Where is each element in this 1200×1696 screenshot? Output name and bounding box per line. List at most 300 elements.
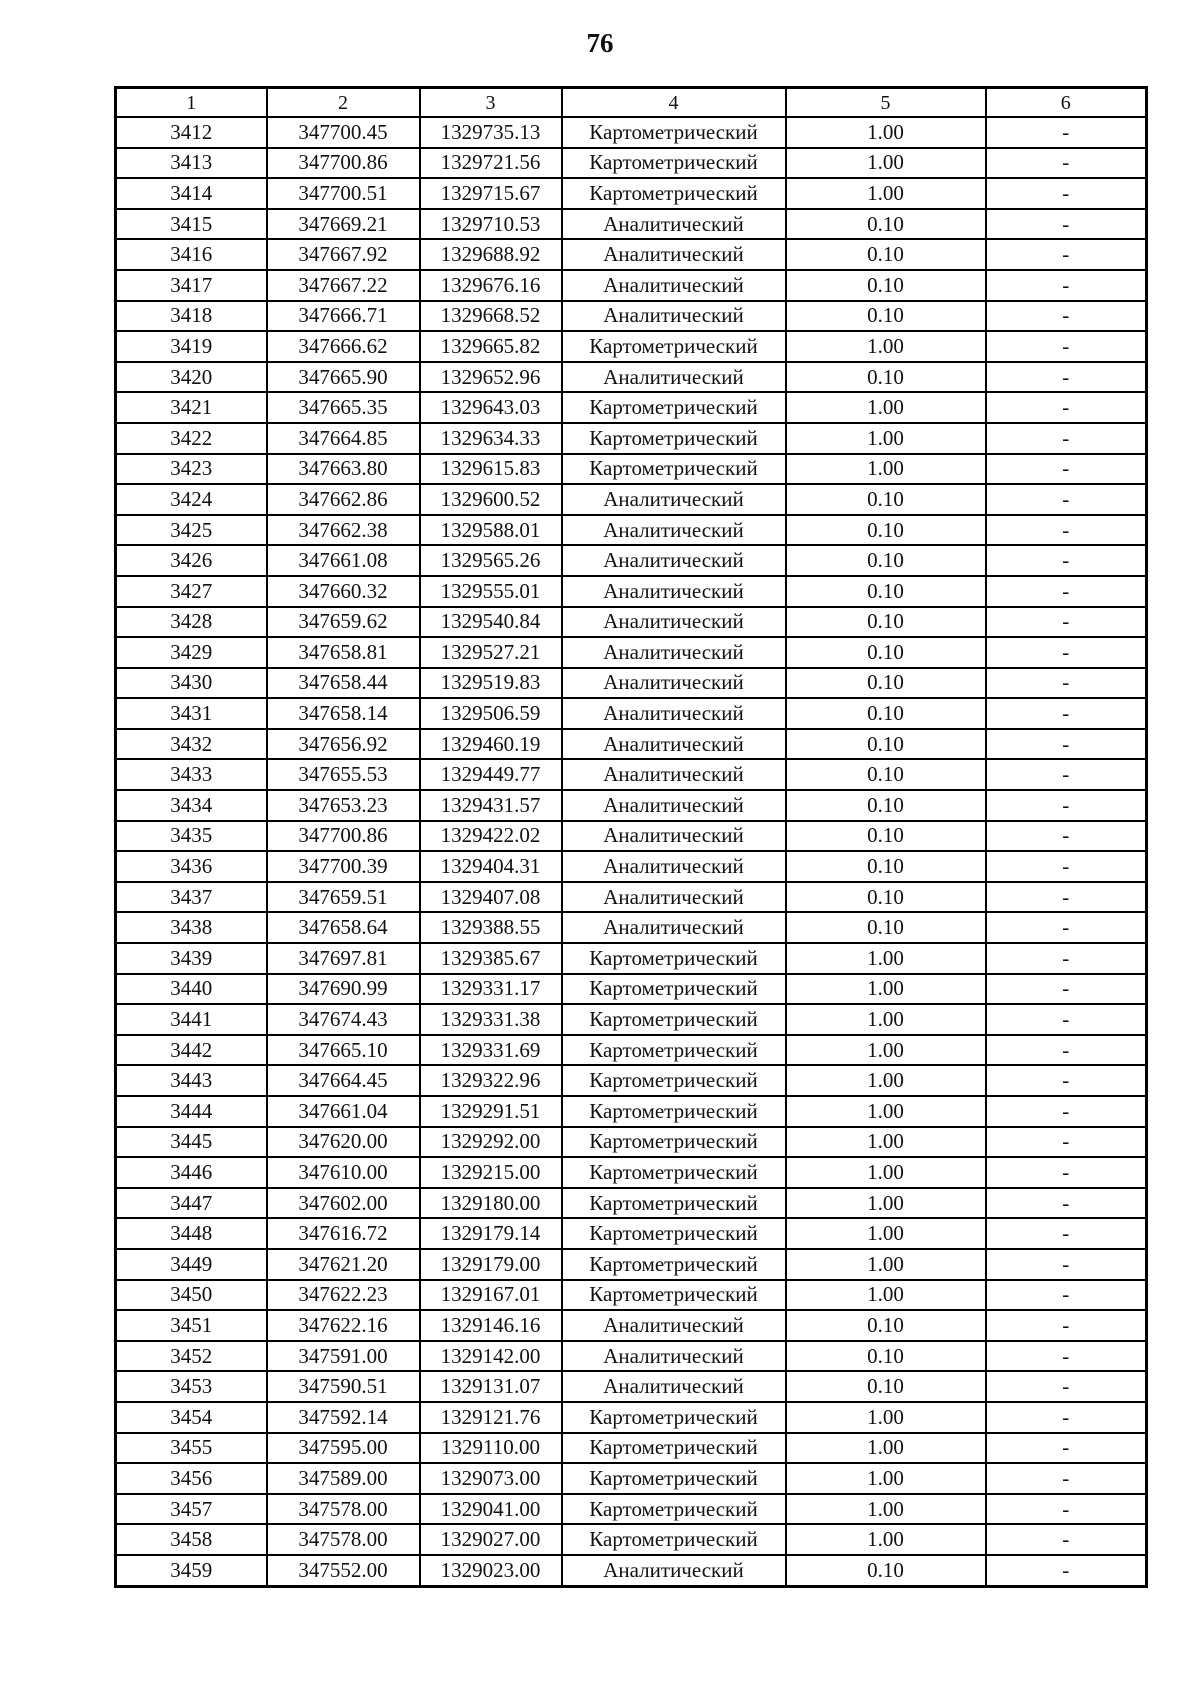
accuracy-cell: 1.00 — [786, 454, 986, 485]
y-coordinate-cell: 1329431.57 — [420, 790, 562, 821]
note-cell: - — [986, 974, 1147, 1005]
point-number-cell: 3439 — [116, 943, 267, 974]
x-coordinate-cell: 347656.92 — [267, 729, 420, 760]
accuracy-cell: 0.10 — [786, 882, 986, 913]
y-coordinate-cell: 1329073.00 — [420, 1463, 562, 1494]
accuracy-cell: 1.00 — [786, 178, 986, 209]
x-coordinate-cell: 347700.45 — [267, 117, 420, 148]
note-cell: - — [986, 362, 1147, 393]
x-coordinate-cell: 347666.62 — [267, 331, 420, 362]
accuracy-cell: 1.00 — [786, 1433, 986, 1464]
table-row — [116, 239, 1147, 270]
accuracy-cell: 0.10 — [786, 729, 986, 760]
note-cell: - — [986, 759, 1147, 790]
method-cell: Картометрический — [562, 1402, 786, 1433]
accuracy-cell: 0.10 — [786, 301, 986, 332]
y-coordinate-cell: 1329142.00 — [420, 1341, 562, 1372]
point-number-cell: 3451 — [116, 1310, 267, 1341]
x-coordinate-cell: 347700.39 — [267, 851, 420, 882]
header-row — [116, 88, 1147, 118]
y-coordinate-cell: 1329634.33 — [420, 423, 562, 454]
accuracy-cell: 1.00 — [786, 1249, 986, 1280]
method-cell: Картометрический — [562, 1157, 786, 1188]
point-number-cell: 3454 — [116, 1402, 267, 1433]
y-coordinate-cell: 1329527.21 — [420, 637, 562, 668]
x-coordinate-cell: 347661.04 — [267, 1096, 420, 1127]
table-row — [116, 117, 1147, 148]
accuracy-cell: 1.00 — [786, 1157, 986, 1188]
accuracy-cell: 0.10 — [786, 1310, 986, 1341]
method-cell: Аналитический — [562, 270, 786, 301]
method-cell: Картометрический — [562, 1096, 786, 1127]
method-cell: Аналитический — [562, 1555, 786, 1586]
table-row — [116, 1433, 1147, 1464]
accuracy-cell: 1.00 — [786, 1280, 986, 1311]
point-number-cell: 3448 — [116, 1218, 267, 1249]
x-coordinate-cell: 347591.00 — [267, 1341, 420, 1372]
table-row — [116, 1004, 1147, 1035]
method-cell: Аналитический — [562, 851, 786, 882]
y-coordinate-cell: 1329600.52 — [420, 484, 562, 515]
x-coordinate-cell: 347697.81 — [267, 943, 420, 974]
method-cell: Аналитический — [562, 239, 786, 270]
point-number-cell: 3423 — [116, 454, 267, 485]
y-coordinate-cell: 1329023.00 — [420, 1555, 562, 1586]
accuracy-cell: 0.10 — [786, 576, 986, 607]
accuracy-cell: 0.10 — [786, 209, 986, 240]
y-coordinate-cell: 1329676.16 — [420, 270, 562, 301]
table-row — [116, 821, 1147, 852]
point-number-cell: 3458 — [116, 1524, 267, 1555]
table-row — [116, 974, 1147, 1005]
x-coordinate-cell: 347658.14 — [267, 698, 420, 729]
accuracy-cell: 0.10 — [786, 821, 986, 852]
point-number-cell: 3431 — [116, 698, 267, 729]
note-cell: - — [986, 209, 1147, 240]
note-cell: - — [986, 1524, 1147, 1555]
x-coordinate-cell: 347578.00 — [267, 1494, 420, 1525]
point-number-cell: 3456 — [116, 1463, 267, 1494]
y-coordinate-cell: 1329460.19 — [420, 729, 562, 760]
table-row — [116, 851, 1147, 882]
method-cell: Аналитический — [562, 668, 786, 699]
point-number-cell: 3449 — [116, 1249, 267, 1280]
table-row — [116, 362, 1147, 393]
point-number-cell: 3438 — [116, 912, 267, 943]
point-number-cell: 3459 — [116, 1555, 267, 1586]
table-row — [116, 1310, 1147, 1341]
y-coordinate-cell: 1329331.69 — [420, 1035, 562, 1066]
table-row — [116, 392, 1147, 423]
note-cell: - — [986, 607, 1147, 638]
x-coordinate-cell: 347667.92 — [267, 239, 420, 270]
note-cell: - — [986, 1249, 1147, 1280]
method-cell: Картометрический — [562, 1127, 786, 1158]
accuracy-cell: 1.00 — [786, 1402, 986, 1433]
point-number-cell: 3434 — [116, 790, 267, 821]
y-coordinate-cell: 1329565.26 — [420, 545, 562, 576]
note-cell: - — [986, 1096, 1147, 1127]
y-coordinate-cell: 1329180.00 — [420, 1188, 562, 1219]
accuracy-cell: 1.00 — [786, 1065, 986, 1096]
point-number-cell: 3420 — [116, 362, 267, 393]
x-coordinate-cell: 347664.45 — [267, 1065, 420, 1096]
note-cell: - — [986, 178, 1147, 209]
accuracy-cell: 1.00 — [786, 943, 986, 974]
point-number-cell: 3414 — [116, 178, 267, 209]
note-cell: - — [986, 1433, 1147, 1464]
x-coordinate-cell: 347658.81 — [267, 637, 420, 668]
y-coordinate-cell: 1329322.96 — [420, 1065, 562, 1096]
accuracy-cell: 0.10 — [786, 790, 986, 821]
note-cell: - — [986, 637, 1147, 668]
x-coordinate-cell: 347610.00 — [267, 1157, 420, 1188]
y-coordinate-cell: 1329407.08 — [420, 882, 562, 913]
y-coordinate-cell: 1329555.01 — [420, 576, 562, 607]
note-cell: - — [986, 1218, 1147, 1249]
note-cell: - — [986, 851, 1147, 882]
x-coordinate-cell: 347663.80 — [267, 454, 420, 485]
table-row — [116, 1218, 1147, 1249]
method-cell: Картометрический — [562, 117, 786, 148]
y-coordinate-cell: 1329041.00 — [420, 1494, 562, 1525]
y-coordinate-cell: 1329506.59 — [420, 698, 562, 729]
y-coordinate-cell: 1329715.67 — [420, 178, 562, 209]
y-coordinate-cell: 1329735.13 — [420, 117, 562, 148]
method-cell: Картометрический — [562, 1524, 786, 1555]
column-header-6: 6 — [986, 88, 1147, 118]
note-cell: - — [986, 1127, 1147, 1158]
point-number-cell: 3422 — [116, 423, 267, 454]
note-cell: - — [986, 148, 1147, 179]
x-coordinate-cell: 347667.22 — [267, 270, 420, 301]
x-coordinate-cell: 347621.20 — [267, 1249, 420, 1280]
method-cell: Картометрический — [562, 943, 786, 974]
accuracy-cell: 0.10 — [786, 1371, 986, 1402]
x-coordinate-cell: 347662.86 — [267, 484, 420, 515]
accuracy-cell: 1.00 — [786, 423, 986, 454]
x-coordinate-cell: 347665.90 — [267, 362, 420, 393]
point-number-cell: 3447 — [116, 1188, 267, 1219]
x-coordinate-cell: 347660.32 — [267, 576, 420, 607]
x-coordinate-cell: 347578.00 — [267, 1524, 420, 1555]
table-row — [116, 209, 1147, 240]
note-cell: - — [986, 698, 1147, 729]
method-cell: Картометрический — [562, 1065, 786, 1096]
point-number-cell: 3412 — [116, 117, 267, 148]
method-cell: Картометрический — [562, 1004, 786, 1035]
accuracy-cell: 1.00 — [786, 1524, 986, 1555]
point-number-cell: 3436 — [116, 851, 267, 882]
table-row — [116, 1524, 1147, 1555]
method-cell: Картометрический — [562, 148, 786, 179]
table-row — [116, 1463, 1147, 1494]
accuracy-cell: 1.00 — [786, 1096, 986, 1127]
table-row — [116, 484, 1147, 515]
table-row — [116, 1341, 1147, 1372]
method-cell: Картометрический — [562, 1280, 786, 1311]
y-coordinate-cell: 1329146.16 — [420, 1310, 562, 1341]
method-cell: Аналитический — [562, 1371, 786, 1402]
accuracy-cell: 0.10 — [786, 1555, 986, 1586]
method-cell: Картометрический — [562, 1035, 786, 1066]
note-cell: - — [986, 821, 1147, 852]
y-coordinate-cell: 1329179.00 — [420, 1249, 562, 1280]
table-row — [116, 790, 1147, 821]
y-coordinate-cell: 1329110.00 — [420, 1433, 562, 1464]
method-cell: Аналитический — [562, 1310, 786, 1341]
table-row — [116, 943, 1147, 974]
x-coordinate-cell: 347655.53 — [267, 759, 420, 790]
method-cell: Аналитический — [562, 515, 786, 546]
accuracy-cell: 0.10 — [786, 545, 986, 576]
y-coordinate-cell: 1329331.17 — [420, 974, 562, 1005]
y-coordinate-cell: 1329167.01 — [420, 1280, 562, 1311]
method-cell: Картометрический — [562, 392, 786, 423]
x-coordinate-cell: 347659.62 — [267, 607, 420, 638]
method-cell: Картометрический — [562, 1188, 786, 1219]
y-coordinate-cell: 1329588.01 — [420, 515, 562, 546]
note-cell: - — [986, 1555, 1147, 1586]
note-cell: - — [986, 392, 1147, 423]
x-coordinate-cell: 347620.00 — [267, 1127, 420, 1158]
table-row — [116, 1188, 1147, 1219]
y-coordinate-cell: 1329215.00 — [420, 1157, 562, 1188]
table-row — [116, 270, 1147, 301]
method-cell: Картометрический — [562, 974, 786, 1005]
table-row — [116, 729, 1147, 760]
table-row — [116, 1280, 1147, 1311]
method-cell: Картометрический — [562, 178, 786, 209]
table-row — [116, 454, 1147, 485]
x-coordinate-cell: 347700.51 — [267, 178, 420, 209]
point-number-cell: 3427 — [116, 576, 267, 607]
note-cell: - — [986, 882, 1147, 913]
accuracy-cell: 0.10 — [786, 851, 986, 882]
table-row — [116, 637, 1147, 668]
point-number-cell: 3442 — [116, 1035, 267, 1066]
point-number-cell: 3440 — [116, 974, 267, 1005]
accuracy-cell: 0.10 — [786, 239, 986, 270]
x-coordinate-cell: 347622.16 — [267, 1310, 420, 1341]
y-coordinate-cell: 1329652.96 — [420, 362, 562, 393]
accuracy-cell: 1.00 — [786, 117, 986, 148]
table-row — [116, 882, 1147, 913]
table-row — [116, 1555, 1147, 1586]
note-cell: - — [986, 912, 1147, 943]
x-coordinate-cell: 347659.51 — [267, 882, 420, 913]
table-row — [116, 576, 1147, 607]
y-coordinate-cell: 1329027.00 — [420, 1524, 562, 1555]
point-number-cell: 3446 — [116, 1157, 267, 1188]
point-number-cell: 3437 — [116, 882, 267, 913]
point-number-cell: 3426 — [116, 545, 267, 576]
y-coordinate-cell: 1329404.31 — [420, 851, 562, 882]
point-number-cell: 3445 — [116, 1127, 267, 1158]
table-body — [116, 117, 1147, 1586]
method-cell: Аналитический — [562, 209, 786, 240]
page-number: 76 — [586, 28, 614, 58]
note-cell: - — [986, 1310, 1147, 1341]
table-row — [116, 759, 1147, 790]
accuracy-cell: 0.10 — [786, 759, 986, 790]
point-number-cell: 3428 — [116, 607, 267, 638]
note-cell: - — [986, 545, 1147, 576]
x-coordinate-cell: 347589.00 — [267, 1463, 420, 1494]
table-row — [116, 1371, 1147, 1402]
point-number-cell: 3419 — [116, 331, 267, 362]
note-cell: - — [986, 1371, 1147, 1402]
accuracy-cell: 0.10 — [786, 362, 986, 393]
method-cell: Картометрический — [562, 454, 786, 485]
method-cell: Аналитический — [562, 362, 786, 393]
accuracy-cell: 1.00 — [786, 1218, 986, 1249]
note-cell: - — [986, 239, 1147, 270]
x-coordinate-cell: 347602.00 — [267, 1188, 420, 1219]
note-cell: - — [986, 515, 1147, 546]
y-coordinate-cell: 1329292.00 — [420, 1127, 562, 1158]
table-row — [116, 1035, 1147, 1066]
table-header — [116, 88, 1147, 118]
table-row — [116, 1127, 1147, 1158]
point-number-cell: 3418 — [116, 301, 267, 332]
method-cell: Аналитический — [562, 729, 786, 760]
y-coordinate-cell: 1329385.67 — [420, 943, 562, 974]
point-number-cell: 3441 — [116, 1004, 267, 1035]
y-coordinate-cell: 1329131.07 — [420, 1371, 562, 1402]
x-coordinate-cell: 347690.99 — [267, 974, 420, 1005]
method-cell: Аналитический — [562, 576, 786, 607]
y-coordinate-cell: 1329643.03 — [420, 392, 562, 423]
note-cell: - — [986, 270, 1147, 301]
y-coordinate-cell: 1329331.38 — [420, 1004, 562, 1035]
point-number-cell: 3452 — [116, 1341, 267, 1372]
point-number-cell: 3415 — [116, 209, 267, 240]
note-cell: - — [986, 1494, 1147, 1525]
accuracy-cell: 0.10 — [786, 698, 986, 729]
note-cell: - — [986, 1188, 1147, 1219]
note-cell: - — [986, 943, 1147, 974]
accuracy-cell: 1.00 — [786, 1127, 986, 1158]
point-number-cell: 3450 — [116, 1280, 267, 1311]
note-cell: - — [986, 1035, 1147, 1066]
y-coordinate-cell: 1329615.83 — [420, 454, 562, 485]
accuracy-cell: 1.00 — [786, 1004, 986, 1035]
x-coordinate-cell: 347592.14 — [267, 1402, 420, 1433]
accuracy-cell: 0.10 — [786, 1341, 986, 1372]
point-number-cell: 3453 — [116, 1371, 267, 1402]
table-row — [116, 1249, 1147, 1280]
note-cell: - — [986, 1157, 1147, 1188]
table-row — [116, 148, 1147, 179]
table-row — [116, 1157, 1147, 1188]
column-header-2: 2 — [267, 88, 420, 118]
note-cell: - — [986, 1341, 1147, 1372]
note-cell: - — [986, 1463, 1147, 1494]
table-row — [116, 515, 1147, 546]
note-cell: - — [986, 729, 1147, 760]
x-coordinate-cell: 347658.44 — [267, 668, 420, 699]
method-cell: Аналитический — [562, 637, 786, 668]
x-coordinate-cell: 347661.08 — [267, 545, 420, 576]
x-coordinate-cell: 347665.10 — [267, 1035, 420, 1066]
accuracy-cell: 0.10 — [786, 607, 986, 638]
note-cell: - — [986, 331, 1147, 362]
y-coordinate-cell: 1329721.56 — [420, 148, 562, 179]
accuracy-cell: 0.10 — [786, 484, 986, 515]
method-cell: Аналитический — [562, 882, 786, 913]
method-cell: Картометрический — [562, 423, 786, 454]
table-row — [116, 607, 1147, 638]
note-cell: - — [986, 301, 1147, 332]
accuracy-cell: 0.10 — [786, 637, 986, 668]
accuracy-cell: 0.10 — [786, 270, 986, 301]
y-coordinate-cell: 1329422.02 — [420, 821, 562, 852]
method-cell: Картометрический — [562, 1463, 786, 1494]
y-coordinate-cell: 1329121.76 — [420, 1402, 562, 1433]
method-cell: Картометрический — [562, 1433, 786, 1464]
coordinates-table — [114, 86, 1148, 1588]
table-row — [116, 912, 1147, 943]
y-coordinate-cell: 1329540.84 — [420, 607, 562, 638]
x-coordinate-cell: 347674.43 — [267, 1004, 420, 1035]
x-coordinate-cell: 347552.00 — [267, 1555, 420, 1586]
method-cell: Картометрический — [562, 1218, 786, 1249]
table-row — [116, 178, 1147, 209]
point-number-cell: 3430 — [116, 668, 267, 699]
note-cell: - — [986, 117, 1147, 148]
accuracy-cell: 1.00 — [786, 331, 986, 362]
point-number-cell: 3413 — [116, 148, 267, 179]
point-number-cell: 3457 — [116, 1494, 267, 1525]
table-row — [116, 698, 1147, 729]
method-cell: Аналитический — [562, 698, 786, 729]
y-coordinate-cell: 1329388.55 — [420, 912, 562, 943]
note-cell: - — [986, 790, 1147, 821]
x-coordinate-cell: 347590.51 — [267, 1371, 420, 1402]
column-header-3: 3 — [420, 88, 562, 118]
accuracy-cell: 1.00 — [786, 1463, 986, 1494]
method-cell: Аналитический — [562, 301, 786, 332]
x-coordinate-cell: 347622.23 — [267, 1280, 420, 1311]
x-coordinate-cell: 347700.86 — [267, 148, 420, 179]
y-coordinate-cell: 1329668.52 — [420, 301, 562, 332]
column-header-4: 4 — [562, 88, 786, 118]
table-row — [116, 423, 1147, 454]
table-row — [116, 668, 1147, 699]
accuracy-cell: 1.00 — [786, 148, 986, 179]
y-coordinate-cell: 1329519.83 — [420, 668, 562, 699]
point-number-cell: 3433 — [116, 759, 267, 790]
table-row — [116, 1065, 1147, 1096]
accuracy-cell: 0.10 — [786, 515, 986, 546]
method-cell: Аналитический — [562, 790, 786, 821]
point-number-cell: 3424 — [116, 484, 267, 515]
note-cell: - — [986, 1065, 1147, 1096]
accuracy-cell: 0.10 — [786, 668, 986, 699]
point-number-cell: 3455 — [116, 1433, 267, 1464]
note-cell: - — [986, 1402, 1147, 1433]
table-row — [116, 1096, 1147, 1127]
point-number-cell: 3443 — [116, 1065, 267, 1096]
table-row — [116, 1402, 1147, 1433]
accuracy-cell: 1.00 — [786, 1035, 986, 1066]
column-header-1: 1 — [116, 88, 267, 118]
note-cell: - — [986, 1280, 1147, 1311]
note-cell: - — [986, 1004, 1147, 1035]
x-coordinate-cell: 347664.85 — [267, 423, 420, 454]
x-coordinate-cell: 347653.23 — [267, 790, 420, 821]
